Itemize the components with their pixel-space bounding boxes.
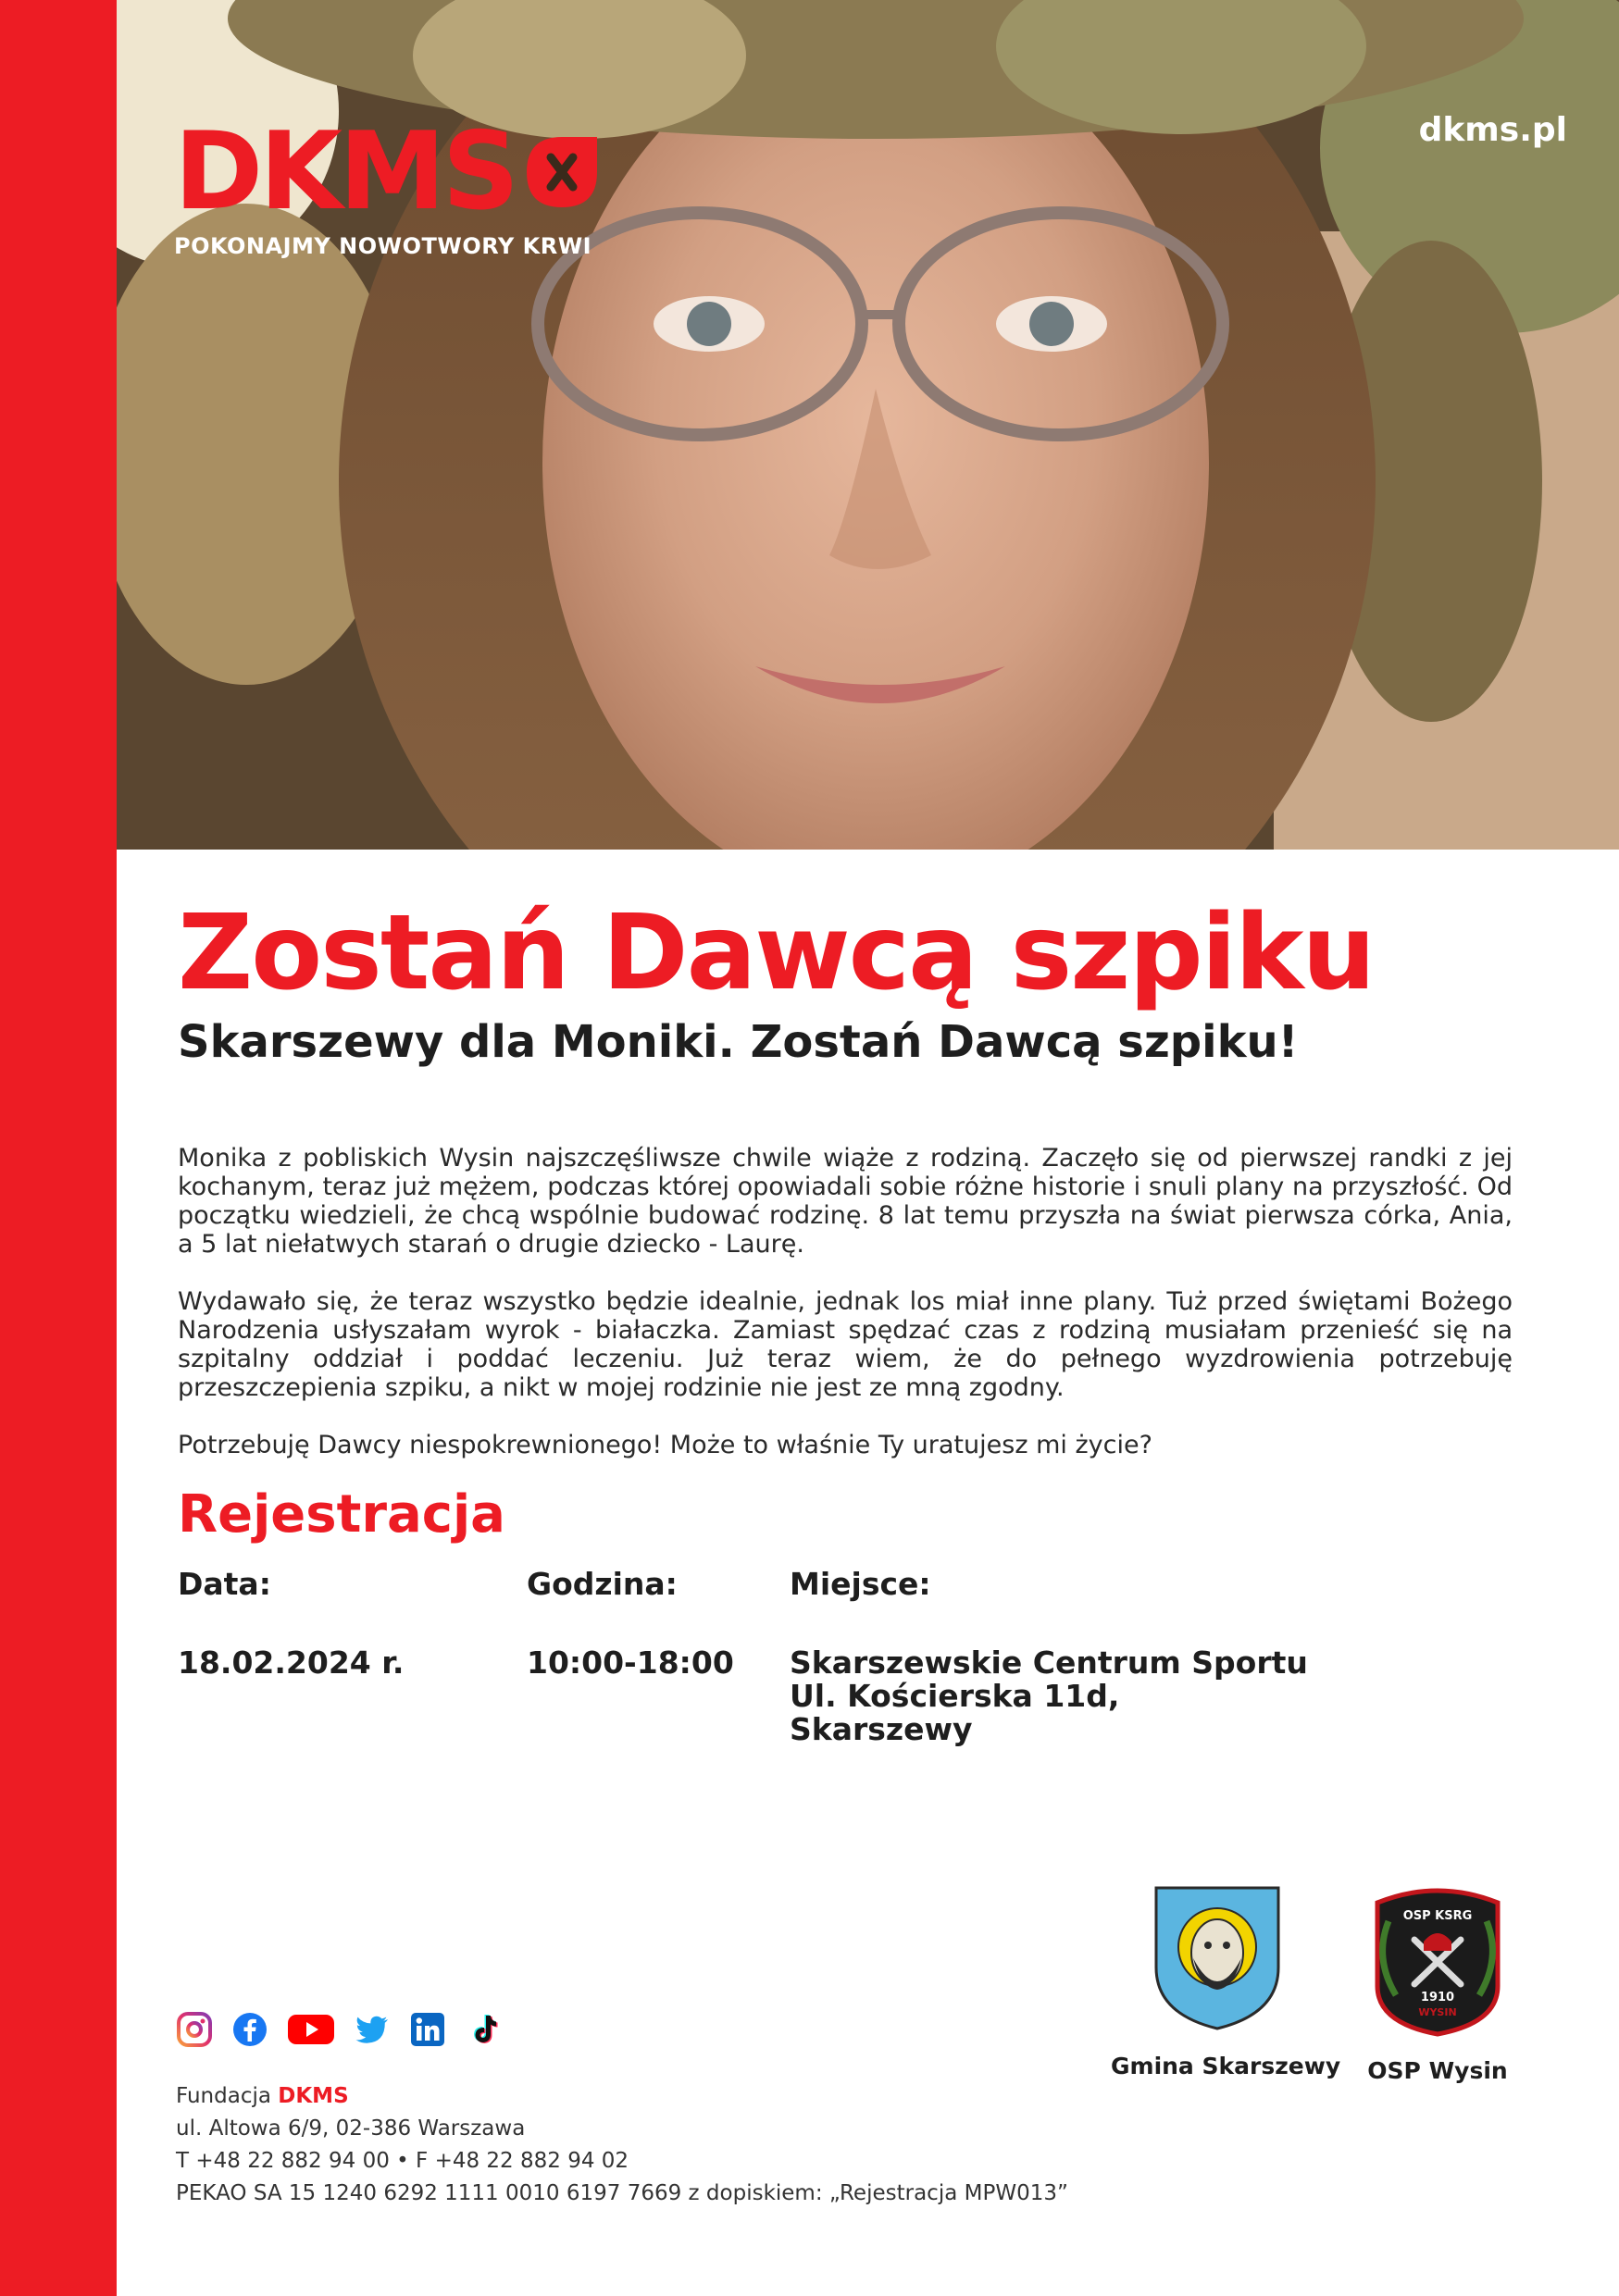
instagram-icon[interactable] (176, 2011, 213, 2048)
footer-foundation-name: DKMS (278, 2084, 349, 2108)
osp-badge-icon (1368, 1884, 1507, 2037)
gmina-label: Gmina Skarszewy (1111, 2053, 1341, 2079)
left-accent-bar (0, 0, 117, 2296)
date-label: Data: (178, 1566, 271, 1602)
registration-time (527, 1566, 777, 1680)
story-paragraph-1: Monika z pobliskich Wysin najszczęśliwsze chwile wiąże z rodziną. Zaczęło się od pierwszej randki z jej kochanym, teraz już mężem, podczas której opowiadali sobie różne historie i snuli plany na przyszłość. Od początku wiedzieli, że chcą wspólnie budować rodzinę. 8 lat temu przyszła na świat pierwsza córka, Ania, a 5 lat niełatwych starań o drugie dziecko - Laurę. (178, 1144, 1513, 1259)
time-value: 10:00-18:00 (527, 1644, 734, 1681)
dkms-logo (174, 109, 604, 259)
footer-phones: T +48 22 882 94 00 • F +48 22 882 94 02 (176, 2149, 629, 2173)
logo-mark-icon (519, 130, 604, 215)
place-line-3: Skarszewy (790, 1711, 973, 1747)
place-label: Miejsce: (790, 1566, 931, 1602)
gmina-crest-icon (1152, 1884, 1282, 2032)
logo-wordmark (174, 109, 604, 234)
footer-address: ul. Altowa 6/9, 02-386 Warszawa (176, 2116, 526, 2141)
osp-badge-top-text: OSP KSRG (1402, 1909, 1473, 1923)
registration-place (790, 1566, 1364, 1746)
logo-text: DKMS (174, 109, 517, 234)
linkedin-icon[interactable] (409, 2011, 446, 2048)
footer-contact (176, 2080, 1068, 2210)
time-label: Godzina: (527, 1566, 678, 1602)
osp-badge-year-text: 1910 (1420, 1991, 1455, 2004)
page-title: Zostań Dawcą szpiku (178, 893, 1375, 1013)
partner-osp-wysin (1350, 1884, 1526, 2084)
page-subtitle: Skarszewy dla Moniki. Zostań Dawcą szpiku! (178, 1016, 1299, 1068)
place-line-1: Skarszewskie Centrum Sportu (790, 1644, 1308, 1681)
date-value: 18.02.2024 r. (178, 1644, 405, 1681)
registration-date (178, 1566, 511, 1680)
twitter-icon[interactable] (354, 2011, 391, 2048)
footer-foundation-prefix: Fundacja (176, 2084, 279, 2108)
social-links (176, 2011, 502, 2048)
story-text (178, 1144, 1513, 1488)
registration-title: Rejestracja (178, 1484, 505, 1545)
story-paragraph-2: Wydawało się, że teraz wszystko będzie idealnie, jednak los miał inne plany. Tuż przed świętami Bożego Narodzenia usłyszałam wyrok - białaczka. Zamiast spędzać czas z rodziną musiałam przenieść się na szpitalny oddział i poddać leczeniu. Już teraz wiem, że do pełnego wyzdrowienia potrzebuję przeszczepienia szpiku, a nikt w mojej rodzinie nie jest ze mną zgodny. (178, 1287, 1513, 1402)
place-line-2: Ul. Kościerska 11d, (790, 1678, 1120, 1714)
footer-foundation (176, 2080, 1068, 2113)
site-url[interactable]: dkms.pl (1418, 111, 1567, 149)
story-paragraph-3: Potrzebuję Dawcy niespokrewnionego! Może to właśnie Ty uratujesz mi życie? (178, 1431, 1152, 1459)
youtube-icon[interactable] (287, 2011, 335, 2048)
osp-badge-bottom-text: WYSIN (1418, 2006, 1457, 2018)
partner-gmina-skarszewy (1111, 1884, 1341, 2079)
place-value (790, 1646, 1364, 1746)
footer-bank: PEKAO SA 15 1240 6292 1111 0010 6197 7669 z dopiskiem: „Rejestracja MPW013” (176, 2181, 1068, 2205)
facebook-icon[interactable] (231, 2011, 268, 2048)
osp-label: OSP Wysin (1367, 2057, 1508, 2084)
tiktok-icon[interactable] (465, 2011, 502, 2048)
logo-tagline: POKONAJMY NOWOTWORY KRWI (174, 233, 592, 259)
